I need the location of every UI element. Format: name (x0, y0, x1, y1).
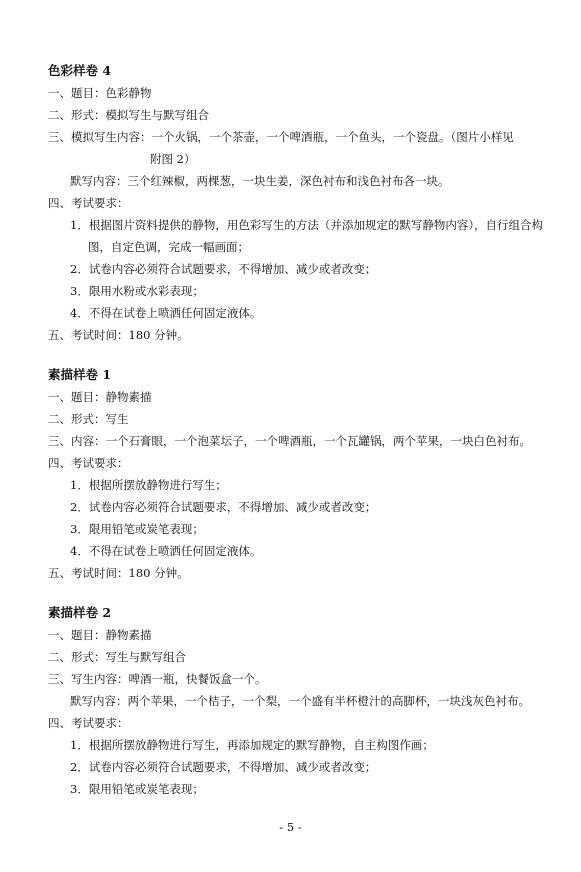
item-content-continued: 附图 2） (150, 152, 196, 166)
section-title-sketch-2: 素描样卷 2 (48, 605, 112, 620)
item-requirements: 四、考试要求： (48, 196, 129, 210)
item-requirements: 四、考试要求： (48, 456, 129, 470)
item-memory-content: 默写内容：三个红辣椒，两棵葱，一块生姜，深色衬布和浅色衬布各一块。 (70, 174, 450, 188)
item-exam-time: 五、考试时间：180 分钟。 (48, 328, 189, 342)
item-requirements: 四、考试要求： (48, 716, 129, 730)
requirement-1: 1．根据所摆放静物进行写生，再添加规定的默写静物，自主构图作画； (70, 738, 434, 752)
requirement-3: 3．限用水粉或水彩表现； (70, 284, 204, 298)
requirement-3: 3．限用铅笔或炭笔表现； (70, 522, 204, 536)
item-form: 二、形式：写生 (48, 412, 129, 426)
section-title-sketch-1: 素描样卷 1 (48, 367, 112, 382)
item-exam-time: 五、考试时间：180 分钟。 (48, 566, 189, 580)
item-memory-content: 默写内容：两个苹果，一个桔子，一个梨，一个盛有半杯橙汁的高脚杯，一块浅灰色衬布。 (70, 694, 530, 708)
item-topic: 一、题目：静物素描 (48, 390, 152, 404)
requirement-1: 1．根据图片资料提供的静物，用色彩写生的方法（并添加规定的默写静物内容），自行组合构 (70, 218, 544, 232)
requirement-4: 4．不得在试卷上喷洒任何固定液体。 (70, 306, 262, 320)
requirement-3: 3．限用铅笔或炭笔表现； (70, 782, 204, 796)
item-form: 二、形式：模拟写生与默写组合 (48, 108, 209, 122)
requirement-4: 4．不得在试卷上喷洒任何固定液体。 (70, 544, 262, 558)
requirement-2: 2．试卷内容必须符合试题要求，不得增加、减少或者改变； (70, 500, 377, 514)
section-title-color-4: 色彩样卷 4 (48, 63, 112, 78)
requirement-2: 2．试卷内容必须符合试题要求，不得增加、减少或者改变； (70, 262, 377, 276)
requirement-1: 1．根据所摆放静物进行写生； (70, 478, 227, 492)
requirement-1-continued: 图，自定色调，完成一幅画面； (88, 240, 249, 254)
item-content: 三、内容：一个石膏眼，一个泡菜坛子，一个啤酒瓶，一个瓦罐锅，两个苹果，一块白色衬布。 (48, 434, 531, 448)
item-content: 三、写生内容：啤酒一瓶，快餐饭盒一个。 (48, 672, 267, 686)
item-content: 三、模拟写生内容：一个火锅，一个茶壶，一个啤酒瓶，一个鱼头，一个瓷盘。（图片小样见 (48, 130, 514, 144)
item-topic: 一、题目：色彩静物 (48, 86, 152, 100)
page-number: - 5 - (279, 820, 302, 834)
requirement-2: 2．试卷内容必须符合试题要求，不得增加、减少或者改变； (70, 760, 377, 774)
item-form: 二、形式：写生与默写组合 (48, 650, 186, 664)
item-topic: 一、题目：静物素描 (48, 628, 152, 642)
